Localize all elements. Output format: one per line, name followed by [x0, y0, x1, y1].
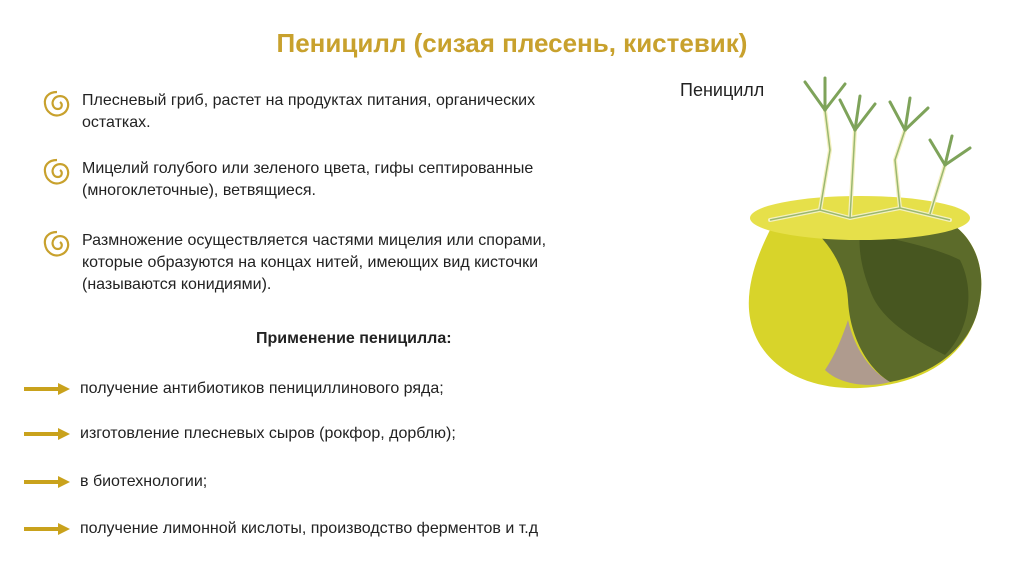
list-item-text: получение антибиотиков пенициллинового ряда;	[80, 380, 444, 397]
penicillium-illustration	[730, 70, 1000, 400]
bullet-item	[40, 90, 600, 134]
bullet-text: Размножение осуществляется частями мицелия или спорами, которые образуются на концах нитей, имеющих вид кисточки (называются конидиями).	[82, 232, 547, 293]
list-item-text: получение лимонной кислоты, производство ферментов и т.д	[80, 520, 539, 537]
list-item	[24, 380, 444, 398]
list-item	[24, 520, 538, 538]
list-item-text: в биотехнологии;	[80, 473, 208, 490]
swirl-bullet-icon	[40, 228, 74, 262]
figure-label: Пеницилл	[680, 80, 765, 100]
arrow-right-icon	[24, 427, 70, 441]
bullet-item	[40, 230, 610, 296]
bullet-item	[40, 158, 600, 202]
arrow-right-icon	[24, 475, 70, 489]
list-item	[24, 473, 207, 491]
section-title: Применение пеницилла:	[256, 330, 452, 347]
bullet-text: Плесневый гриб, растет на продуктах питания, органических остатках.	[82, 92, 536, 131]
bullet-text: Мицелий голубого или зеленого цвета, гифы септированные (многоклеточные), ветвящиеся.	[82, 160, 534, 199]
list-item	[24, 425, 456, 443]
swirl-bullet-icon	[40, 88, 74, 122]
arrow-right-icon	[24, 522, 70, 536]
swirl-bullet-icon	[40, 156, 74, 190]
list-item-text: изготовление плесневых сыров (рокфор, дорблю);	[80, 425, 456, 442]
arrow-right-icon	[24, 382, 70, 396]
page-title: Пеницилл (сизая плесень, кистевик)	[276, 28, 748, 58]
